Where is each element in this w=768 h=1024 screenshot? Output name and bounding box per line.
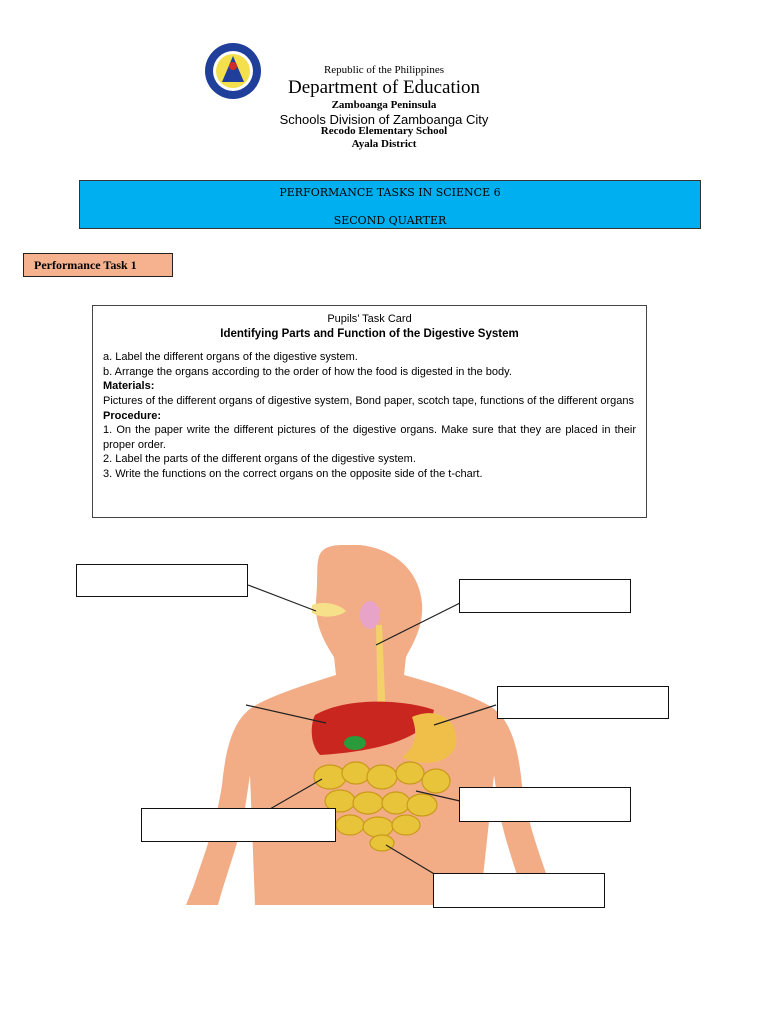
label-box-stomach[interactable] — [497, 686, 669, 719]
republic-text: Republic of the Philippines — [323, 64, 445, 76]
procedure-step-3: 3. Write the functions on the correct organs on the opposite side of the t-chart. — [103, 467, 483, 480]
district-text: Ayala District — [351, 138, 417, 150]
instruction-a: a. Label the different organs of the digestive system. — [103, 351, 358, 364]
procedure-label: Procedure: — [103, 409, 162, 422]
region-text: Zamboanga Peninsula — [331, 99, 437, 111]
label-box-large-intestine[interactable] — [141, 808, 336, 842]
pharynx-shape — [360, 601, 380, 629]
card-heading: Pupils’ Task Card — [327, 313, 412, 325]
school-text: Recodo Elementary School — [320, 125, 448, 137]
procedure-step-1: 1. On the paper write the different pictures of the digestive organs. Make sure that they are placed in their proper order. — [103, 424, 636, 451]
label-box-esophagus[interactable] — [459, 579, 631, 613]
procedure-step-2: 2. Label the parts of the different organs of the digestive system. — [103, 453, 416, 466]
label-box-mouth[interactable] — [76, 564, 248, 597]
division-text: Schools Division of Zamboanga City — [279, 112, 489, 127]
card-title: Identifying Parts and Function of the Digestive System — [220, 327, 519, 340]
materials-label: Materials: — [103, 380, 155, 393]
title-banner — [79, 180, 701, 229]
instruction-b: b. Arrange the organs according to the order of how the food is digested in the body. — [103, 365, 512, 378]
gallbladder-shape — [344, 736, 366, 750]
banner-line-1: PERFORMANCE TASKS IN SCIENCE 6 — [279, 186, 501, 199]
label-box-small-intestine[interactable] — [459, 787, 631, 822]
label-box-rectum[interactable] — [433, 873, 605, 908]
performance-task-label: Performance Task 1 — [23, 253, 173, 277]
materials-text: Pictures of the different organs of digestive system, Bond paper, scotch tape, functions of the different organs — [103, 394, 634, 407]
banner-line-2: SECOND QUARTER — [333, 214, 447, 227]
task-card — [92, 305, 647, 518]
department-title: Department of Education — [287, 77, 481, 98]
